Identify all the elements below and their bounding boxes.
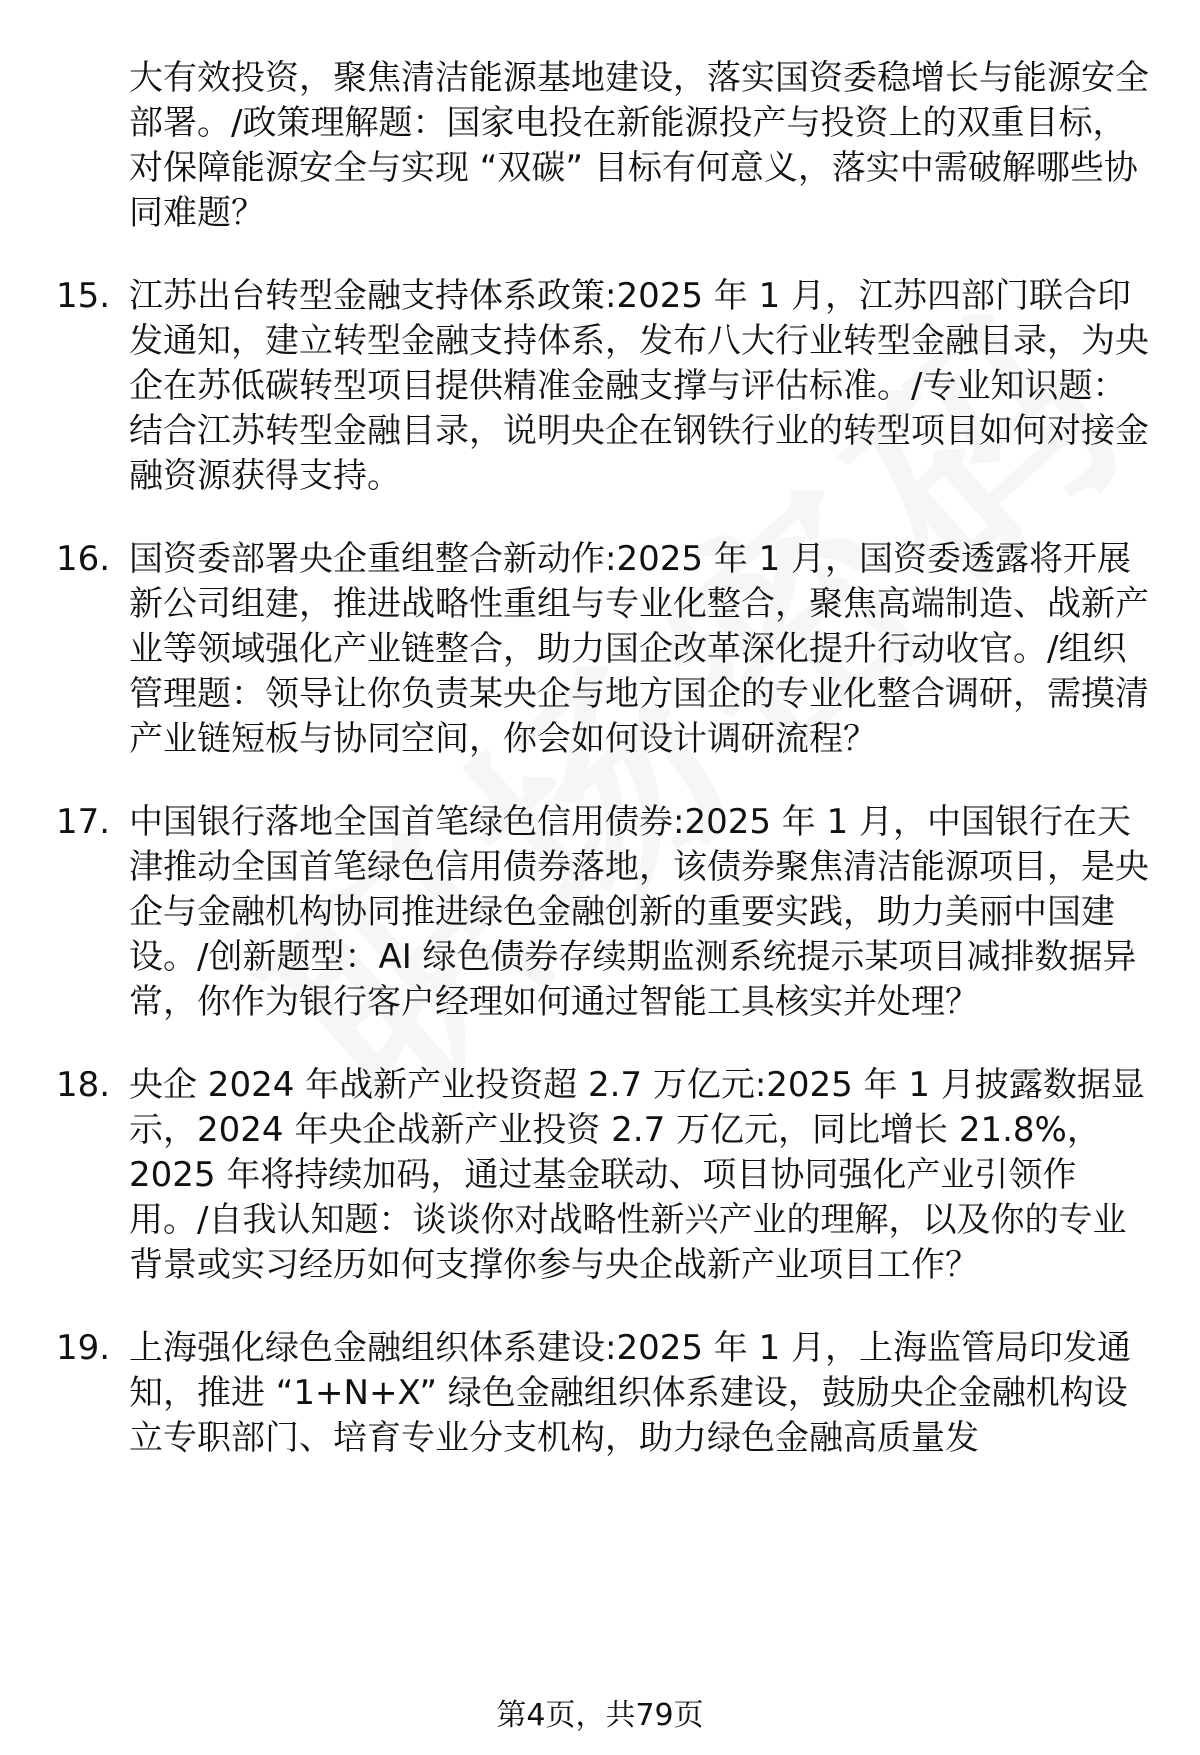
list-item-19 <box>0 1326 1200 1461</box>
item-number: 15. <box>56 276 111 316</box>
list-item-18 <box>0 1063 1200 1288</box>
list-item-15 <box>0 274 1200 499</box>
item-number: 19. <box>56 1328 111 1368</box>
item-text: 上海强化绿色金融组织体系建设:2025 年 1 月，上海监管局印发通知，推进 “1+N+X” 绿色金融组织体系建设，鼓励央企金融机构设立专职部门、培育专业分支机构，助力绿色金融高质量发 <box>129 1328 1132 1458</box>
item-number: 16. <box>56 539 111 579</box>
item-text: 国资委部署央企重组整合新动作:2025 年 1 月，国资委透露将开展新公司组建，推进战略性重组与专业化整合，聚焦高端制造、战新产业等领域强化产业链整合，助力国企改革深化提升行动收官。/组织管理题：领导让你负责某央企与地方国企的专业化整合调研，需摸清产业链短板与协同空间，你会如何设计调研流程？ <box>129 539 1149 759</box>
item-number: 18. <box>56 1065 111 1105</box>
continuation-paragraph: 大有效投资，聚焦清洁能源基地建设，落实国资委稳增长与能源安全部署。/政策理解题：国家电投在新能源投产与投资上的双重目标，对保障能源安全与实现 “双碳” 目标有何意义，落实中需破解哪些协同难题？ <box>129 58 1149 233</box>
page-footer: 第4页，共79页 <box>496 1698 704 1733</box>
item-text: 中国银行落地全国首笔绿色信用债券:2025 年 1 月，中国银行在天津推动全国首笔绿色信用债券落地，该债券聚焦清洁能源项目，是央企与金融机构协同推进绿色金融创新的重要实践，助力美丽中国建设。/创新题型：AI 绿色债券存续期监测系统提示某项目减排数据异常，你作为银行客户经理如何通过智能工具核实并处理？ <box>129 802 1149 1022</box>
document-body <box>0 56 1200 1499</box>
item-text: 江苏出台转型金融支持体系政策:2025 年 1 月，江苏四部门联合印发通知，建立转型金融支持体系，发布八大行业转型金融目录，为央企在苏低碳转型项目提供精准金融支撑与评估标准。/专业知识题：结合江苏转型金融目录，说明央企在钢铁行业的转型项目如何对接金融资源获得支持。 <box>129 276 1149 496</box>
list-item-17 <box>0 800 1200 1025</box>
list-item-16 <box>0 537 1200 762</box>
item-text: 央企 2024 年战新产业投资超 2.7 万亿元:2025 年 1 月披露数据显示，2024 年央企战新产业投资 2.7 万亿元，同比增长 21.8%，2025 年将持续加码，通过基金联动、项目协同强化产业引领作用。/自我认知题：谈谈你对战略性新兴产业的理解，以及你的专业背景或实习经历如何支撑你参与央企战新产业项目工作？ <box>129 1065 1145 1285</box>
item-number: 17. <box>56 802 111 842</box>
